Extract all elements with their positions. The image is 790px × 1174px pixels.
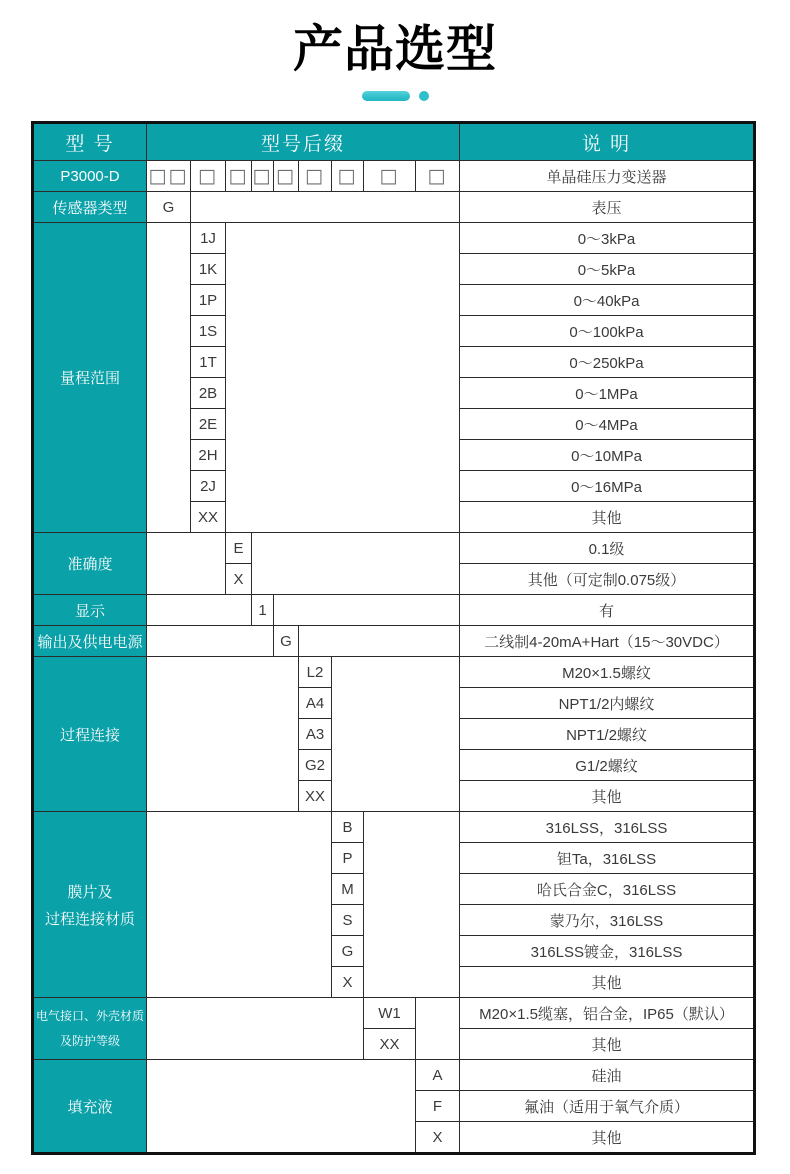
section-label-output-power: 输出及供电电源 [34,626,146,656]
code-cell: A3 [299,719,331,749]
suffix-box-cell: □ [226,161,251,191]
section-label-process-connection: 过程连接 [34,657,146,811]
empty-cell [274,595,459,625]
section-label-display: 显示 [34,595,146,625]
empty-cell [147,223,190,532]
code-cell: 2J [191,471,225,501]
code-cell: A [416,1060,459,1090]
desc-cell: 其他（可定制0.075级） [460,564,753,594]
section-label-line: 膜片及 [67,883,113,901]
suffix-box-cell: □ [332,161,363,191]
desc-cell: 0～3kPa [460,223,753,253]
desc-cell: 316LSS镀金，316LSS [460,936,753,966]
empty-cell [147,998,363,1059]
suffix-box-cell: □ [191,161,225,191]
section-label-range: 量程范围 [34,223,146,532]
section-label-electrical-housing [34,998,146,1059]
desc-cell: 表压 [460,192,753,222]
code-cell: X [416,1122,459,1152]
empty-cell [147,626,273,656]
desc-cell: 0.1级 [460,533,753,563]
code-cell: 2H [191,440,225,470]
section-label-accuracy: 准确度 [34,533,146,594]
section-label-line: 过程连接材质 [44,910,135,928]
empty-cell [147,595,251,625]
code-cell: X [226,564,251,594]
desc-cell: 其他 [460,967,753,997]
section-label-fill-fluid: 填充液 [34,1060,146,1152]
desc-cell: 蒙乃尔，316LSS [460,905,753,935]
desc-cell: NPT1/2螺纹 [460,719,753,749]
code-cell: XX [364,1029,415,1059]
suffix-box-cell: □ [299,161,331,191]
code-cell: 1J [191,223,225,253]
code-cell: B [332,812,363,842]
empty-cell [299,626,459,656]
suffix-box-cell: □ [364,161,415,191]
section-label-diaphragm-material [34,812,146,997]
empty-cell [147,533,225,594]
code-cell: F [416,1091,459,1121]
desc-cell: 硅油 [460,1060,753,1090]
empty-cell [252,533,459,594]
desc-cell: G1/2螺纹 [460,750,753,780]
desc-cell: 0～250kPa [460,347,753,377]
section-label-sensor-type: 传感器类型 [34,192,146,222]
code-cell: G [147,192,190,222]
model-name-cell: P3000-D [34,161,146,191]
code-cell: 1 [252,595,273,625]
code-cell: G [274,626,298,656]
title-underline [0,91,790,101]
desc-cell: 0～100kPa [460,316,753,346]
code-cell: S [332,905,363,935]
empty-cell [147,812,331,997]
section-label-line: 及防护等级 [59,1033,120,1048]
empty-cell [147,1060,415,1152]
code-cell: W1 [364,998,415,1028]
col-header-model: 型 号 [34,124,146,160]
suffix-box-cell: □ [416,161,459,191]
code-cell: XX [191,502,225,532]
desc-cell: 二线制4-20mA+Hart（15～30VDC） [460,626,753,656]
desc-cell: NPT1/2内螺纹 [460,688,753,718]
code-cell: M [332,874,363,904]
desc-cell: 氟油（适用于氧气介质） [460,1091,753,1121]
desc-cell: 0～16MPa [460,471,753,501]
code-cell: L2 [299,657,331,687]
code-cell: G2 [299,750,331,780]
desc-cell: M20×1.5缆塞，铝合金，IP65（默认） [460,998,753,1028]
product-selection-table [31,121,756,1155]
desc-cell: 316LSS，316LSS [460,812,753,842]
empty-cell [147,657,298,811]
code-cell: 2B [191,378,225,408]
title-underline-dot [419,91,429,101]
desc-cell: 其他 [460,1122,753,1152]
col-header-suffix: 型号后缀 [147,124,459,160]
code-cell: XX [299,781,331,811]
desc-cell: 钽Ta，316LSS [460,843,753,873]
code-cell: 1P [191,285,225,315]
empty-cell [364,812,459,997]
suffix-box-cell: □□ [147,161,190,191]
suffix-box-cell: □ [252,161,273,191]
code-cell: P [332,843,363,873]
empty-cell [226,223,459,532]
suffix-box-cell: □ [274,161,298,191]
desc-cell: 0～4MPa [460,409,753,439]
desc-cell: 其他 [460,502,753,532]
code-cell: E [226,533,251,563]
col-header-description: 说 明 [460,124,753,160]
section-label-line: 电气接口、外壳材质 [35,1008,144,1023]
code-cell: 1K [191,254,225,284]
model-description-cell: 单晶硅压力变送器 [460,161,753,191]
desc-cell: 0～1MPa [460,378,753,408]
desc-cell: 哈氏合金C，316LSS [460,874,753,904]
code-cell: 1T [191,347,225,377]
empty-cell [416,998,459,1059]
desc-cell: 有 [460,595,753,625]
empty-cell [332,657,459,811]
code-cell: 2E [191,409,225,439]
code-cell: A4 [299,688,331,718]
page-title: 产品选型 [293,21,497,77]
code-cell: G [332,936,363,966]
desc-cell: M20×1.5螺纹 [460,657,753,687]
empty-cell [191,192,459,222]
desc-cell: 0～40kPa [460,285,753,315]
desc-cell: 0～5kPa [460,254,753,284]
code-cell: X [332,967,363,997]
code-cell: 1S [191,316,225,346]
desc-cell: 0～10MPa [460,440,753,470]
title-underline-pill [362,91,410,101]
desc-cell: 其他 [460,781,753,811]
desc-cell: 其他 [460,1029,753,1059]
